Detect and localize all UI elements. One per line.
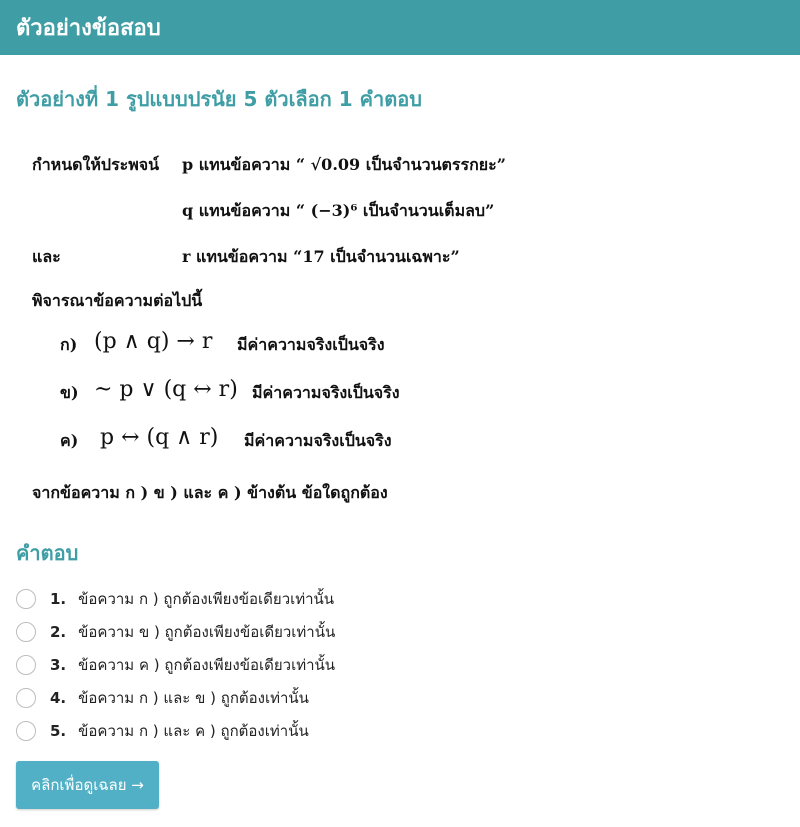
example-title: ตัวอย่างที่ 1 รูปแบบปรนัย 5 ตัวเลือก 1 คำตอบ bbox=[16, 87, 422, 111]
radio-button[interactable] bbox=[16, 688, 36, 708]
statement-a-expr: (p ∧ q) → r bbox=[94, 329, 213, 354]
option-number: 4. bbox=[50, 688, 67, 707]
radio-button[interactable] bbox=[16, 622, 36, 642]
radio-button[interactable] bbox=[16, 655, 36, 675]
question-ask: จากข้อความ ก ) ข ) และ ค ) ข้างต้น ข้อใดถูกต้อง bbox=[32, 483, 388, 502]
answer-title: คำตอบ bbox=[16, 541, 79, 565]
option-number: 2. bbox=[50, 622, 67, 641]
top-bar bbox=[0, 0, 800, 55]
statement-b-expr: ~ p ∨ (q ↔ r) bbox=[94, 377, 238, 402]
option-2[interactable] bbox=[16, 615, 335, 648]
and-label: และ bbox=[32, 247, 61, 266]
proposition-q: q แทนข้อความ “ (−3)⁶ เป็นจำนวนเต็มลบ” bbox=[182, 201, 495, 220]
option-text: ข้อความ ก ) และ ข ) ถูกต้องเท่านั้น bbox=[78, 688, 309, 707]
option-number: 5. bbox=[50, 721, 67, 740]
option-text: ข้อความ ก ) ถูกต้องเพียงข้อเดียวเท่านั้น bbox=[78, 589, 335, 608]
option-1[interactable] bbox=[16, 582, 335, 615]
consider-text: พิจารณาข้อความต่อไปนี้ bbox=[32, 291, 203, 310]
statement-c-text: มีค่าความจริงเป็นจริง bbox=[244, 431, 392, 450]
proposition-p: p แทนข้อความ “ √0.09 เป็นจำนวนตรรกยะ” bbox=[182, 155, 506, 174]
option-number: 1. bbox=[50, 589, 67, 608]
answer-options bbox=[16, 582, 335, 747]
proposition-r: r แทนข้อความ “17 เป็นจำนวนเฉพาะ” bbox=[182, 247, 460, 266]
given-label: กำหนดให้ประพจน์ bbox=[32, 155, 160, 174]
statement-a-text: มีค่าความจริงเป็นจริง bbox=[237, 335, 385, 354]
statement-c-label: ค) bbox=[60, 431, 79, 450]
option-text: ข้อความ ข ) ถูกต้องเพียงข้อเดียวเท่านั้น bbox=[78, 622, 336, 641]
option-5[interactable] bbox=[16, 714, 335, 747]
reveal-answer-button[interactable]: คลิกเพื่อดูเฉลย → bbox=[16, 761, 159, 809]
statement-b-text: มีค่าความจริงเป็นจริง bbox=[252, 383, 400, 402]
radio-button[interactable] bbox=[16, 589, 36, 609]
option-3[interactable] bbox=[16, 648, 335, 681]
option-number: 3. bbox=[50, 655, 67, 674]
page-title: ตัวอย่างข้อสอบ bbox=[16, 16, 161, 41]
statement-c-expr: p ↔ (q ∧ r) bbox=[100, 425, 219, 450]
statement-b-label: ข) bbox=[60, 383, 79, 402]
option-text: ข้อความ ก ) และ ค ) ถูกต้องเท่านั้น bbox=[78, 721, 309, 740]
statement-a-label: ก) bbox=[60, 335, 78, 354]
option-4[interactable] bbox=[16, 681, 335, 714]
radio-button[interactable] bbox=[16, 721, 36, 741]
option-text: ข้อความ ค ) ถูกต้องเพียงข้อเดียวเท่านั้น bbox=[78, 655, 336, 674]
question-image bbox=[32, 115, 800, 505]
